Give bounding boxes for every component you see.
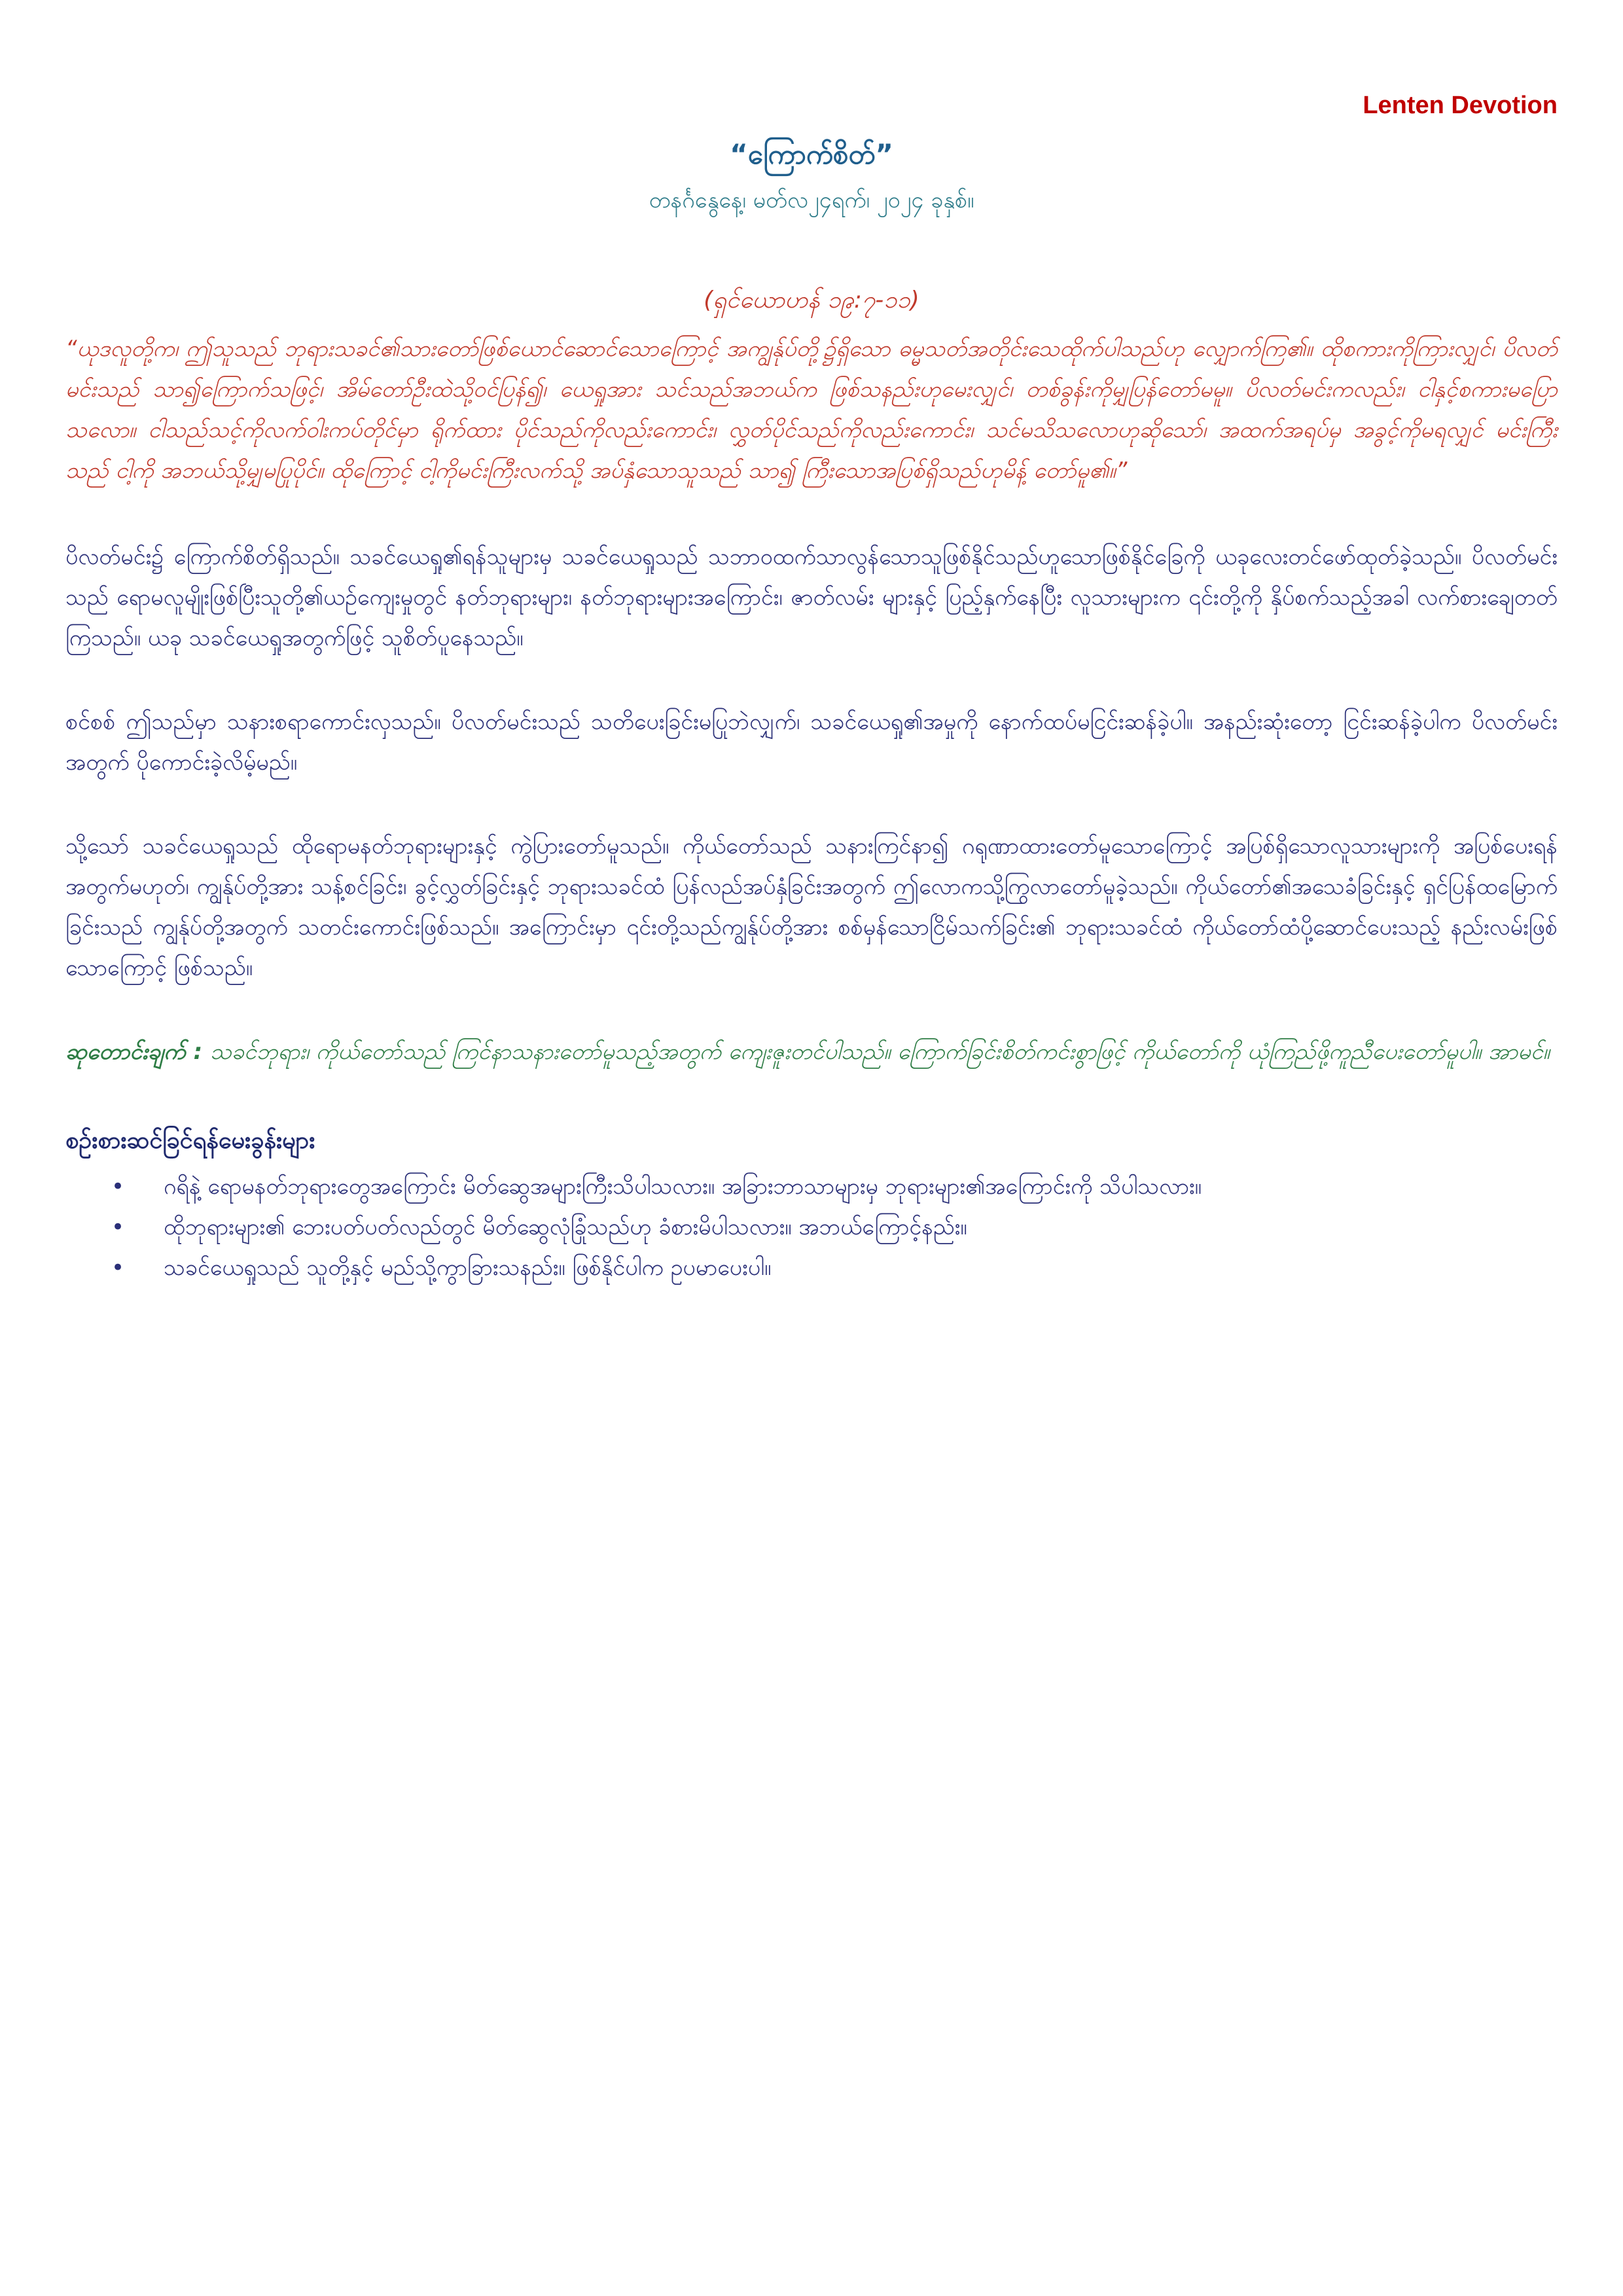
reflection-questions-heading: စဉ်းစားဆင်ခြင်ရန်မေးခွန်းများ [65, 1127, 315, 1154]
prayer-paragraph [65, 1031, 1558, 1072]
devotion-date: တနင်္ဂနွေနေ့၊ မတ်လ၂၄ရက်၊ ၂၀၂၄ ခုနှစ်။ [649, 187, 974, 213]
scripture-reference: (ရှင်ယောဟန် ၁၉:၇-၁၁) [704, 287, 919, 314]
list-item [65, 1207, 1558, 1247]
prayer-text: သခင်ဘုရား၊ ကိုယ်တော်သည် ကြင်နာသနားတော်မူသည့်အတွက် ကျေးဇူးတင်ပါသည်။ ကြောက်ခြင်းစိတ်ကင်းစွာဖြင့် ကိုယ်တော်ကို ယုံကြည်ဖို့ကူညီပေးတော်မူပါ။ အာမင်။ [209, 1039, 1550, 1065]
body-paragraph-2: စင်စစ် ဤသည်မှာ သနားစရာကောင်းလှသည်။ ပိလတ်မင်းသည် သတိပေးခြင်းမပြုဘဲလျှက်၊ သခင်ယေရှု၏အမှုကို နောက်ထပ်မငြင်းဆန်ခဲ့ပါ။ အနည်းဆုံးတော့ ငြင်းဆန်ခဲ့ပါက ပိလတ်မင်းအတွက် ပိုကောင်းခဲ့လိမ့်မည်။ [65, 709, 1558, 776]
scripture-passage: “ယုဒလူတို့က၊ ဤသူသည် ဘုရားသခင်၏သားတော်ဖြစ်ယောင်ဆောင်သောကြောင့် အကျွန်ုပ်တို့၌ရှိသော ဓမ္မသတ်အတိုင်းသေထိုက်ပါသည်ဟု လျှောက်ကြ၏။ ထိုစကားကိုကြားလျှင်၊ ပိလတ်မင်းသည် သာ၍ကြောက်သဖြင့်၊ အိမ်တော်ဦးထဲသို့ဝင်ပြန်၍၊ ယေရှုအား သင်သည်အဘယ်က ဖြစ်သနည်းဟုမေးလျှင်၊ တစ်ခွန်းကိုမျှပြန်တော်မမူ။ ပိလတ်မင်းကလည်း၊ ငါနှင့်စကားမပြောသလော။ ငါသည်သင့်ကိုလက်ဝါးကပ်တိုင်မှာ ရိုက်ထား ပိုင်သည်ကိုလည်းကောင်း၊ လွှတ်ပိုင်သည်ကိုလည်းကောင်း၊ သင်မသိသလောဟုဆိုသော်၊ အထက်အရပ်မှ အခွင့်ကိုမရလျှင် မင်းကြီးသည် ငါ့ကို အဘယ်သို့မျှမပြုပိုင်။ ထိုကြောင့် ငါ့ကိုမင်းကြီးလက်သို့ အပ်နှံသောသူသည် သာ၍ ကြီးသောအပြစ်ရှိသည်ဟုမိန့် တော်မူ၏။” [65, 336, 1558, 484]
devotion-title: “ကြောက်စိတ်” [730, 138, 893, 170]
reflection-questions-list [65, 1166, 1558, 1288]
body-paragraph-1: ပိလတ်မင်း၌ ကြောက်စိတ်ရှိသည်။ သခင်ယေရှု၏ရန်သူများမှ သခင်ယေရှုသည် သဘာဝထက်သာလွန်သောသူဖြစ်နိုင်သည်ဟူသောဖြစ်နိုင်ခြေကို ယခုလေးတင်ဖော်ထုတ်ခဲ့သည်။ ပိလတ်မင်းသည် ရောမလူမျိုးဖြစ်ပြီးသူတို့၏ယဉ်ကျေးမှုတွင် နတ်ဘုရားများ၊ နတ်ဘုရားများအကြောင်း၊ ဇာတ်လမ်း များနှင့် ပြည့်နှက်နေပြီး လူသားများက ၎င်းတို့ကို နှိပ်စက်သည့်အခါ လက်စားချေတတ်ကြသည်။ ယခု သခင်ယေရှုအတွက်ဖြင့် သူစိတ်ပူနေသည်။ [65, 544, 1558, 651]
prayer-separator: : [185, 1039, 210, 1065]
list-item [65, 1166, 1558, 1207]
document-header-tag: Lenten Devotion [1363, 92, 1558, 119]
bullet-icon: • [111, 1174, 125, 1200]
body-paragraph-3: သို့သော် သခင်ယေရှုသည် ထိုရောမနတ်ဘုရားများနှင့် ကွဲပြားတော်မူသည်။ ကိုယ်တော်သည် သနားကြင်နာ၍ ဂရုဏာထားတော်မူသောကြောင့် အပြစ်ရှိသောလူသားများကို အပြစ်ပေးရန်အတွက်မဟုတ်၊ ကျွန်ုပ်တို့အား သန့်စင်ခြင်း၊ ခွင့်လွှတ်ခြင်းနှင့် ဘုရားသခင်ထံ ပြန်လည်အပ်နှံခြင်းအတွက် ဤလောကသို့ကြွလာတော်မူခဲ့သည်။ ကိုယ်တော်၏အသေခံခြင်းနှင့် ရှင်ပြန်ထမြောက်ခြင်းသည် ကျွန်ုပ်တို့အတွက် သတင်းကောင်းဖြစ်သည်။ အကြောင်းမှာ ၎င်းတို့သည်ကျွန်ုပ်တို့အား စစ်မှန်သောငြိမ်သက်ခြင်း၏ ဘုရားသခင်ထံ ကိုယ်တော်ထံပို့ဆောင်ပေးသည့် နည်းလမ်းဖြစ်သောကြောင့် ဖြစ်သည်။ [65, 833, 1558, 981]
question-text: ဂရိနဲ့ ရောမနတ်ဘုရားတွေအကြောင်း မိတ်ဆွေအများကြီးသိပါသလား။ အခြားဘာသာများမှ ဘုရားများ၏အကြောင်းကို သိပါသလား။ [164, 1174, 1202, 1200]
question-text: ထိုဘုရားများ၏ ဘေးပတ်ပတ်လည်တွင် မိတ်ဆွေလုံခြုံသည်ဟု ခံစားမိပါသလား။ အဘယ်ကြောင့်နည်း။ [164, 1214, 967, 1240]
prayer-label: ဆုတောင်းချက် [65, 1039, 186, 1065]
bullet-icon: • [111, 1214, 125, 1240]
bullet-icon: • [111, 1255, 125, 1281]
list-item [65, 1247, 1558, 1288]
question-text: သခင်ယေရှုသည် သူတို့နှင့် မည်သို့ကွာခြားသနည်း။ ဖြစ်နိုင်ပါက ဥပမာပေးပါ။ [164, 1255, 772, 1281]
